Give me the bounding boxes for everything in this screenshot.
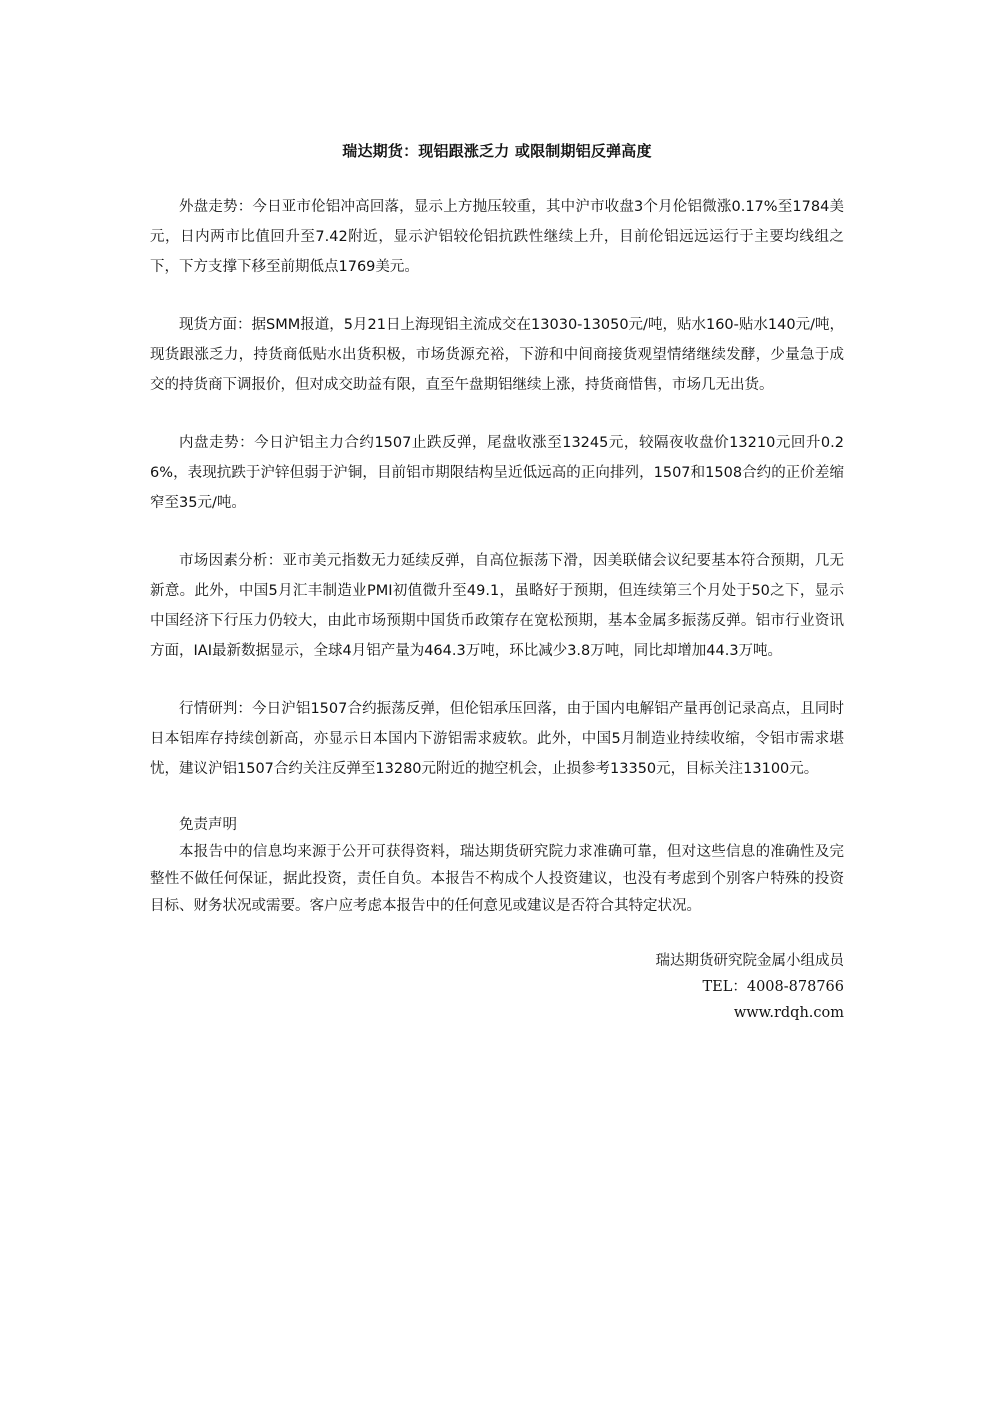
paragraph-domestic-market: 内盘走势：今日沪铝主力合约1507止跌反弹，尾盘收涨至13245元，较隔夜收盘价13210元回升0.26%，表现抗跌于沪锌但弱于沪铜，目前铝市期限结构呈近低远高的正向排列，1507和1508合约的正价差缩窄至35元/吨。 bbox=[150, 435, 844, 511]
disclaimer-body: 本报告中的信息均来源于公开可获得资料，瑞达期货研究院力求准确可靠，但对这些信息的准确性及完整性不做任何保证，据此投资，责任自负。本报告不构成个人投资建议，也没有考虑到个别客户特殊的投资目标、财务状况或需要。客户应考虑本报告中的任何意见或建议是否符合其特定状况。 bbox=[150, 844, 844, 914]
signature-website: www.rdqh.com bbox=[733, 1005, 844, 1021]
document-page bbox=[150, 140, 844, 1026]
paragraph-spot-market: 现货方面：据SMM报道，5月21日上海现铝主流成交在13030-13050元/吨，贴水160-贴水140元/吨，现货跟涨乏力，持货商低贴水出货积极，市场货源充裕，下游和中间商接货观望情绪继续发酵，少量急于成交的持货商下调报价，但对成交助益有限，直至午盘期铝继续上涨，持货商惜售，市场几无出货。 bbox=[150, 317, 844, 393]
paragraph-market-factors: 市场因素分析：亚市美元指数无力延续反弹，自高位振荡下滑，因美联储会议纪要基本符合预期，几无新意。此外，中国5月汇丰制造业PMI初值微升至49.1，虽略好于预期，但连续第三个月处于50之下，显示中国经济下行压力仍较大，由此市场预期中国货币政策存在宽松预期，基本金属多振荡反弹。铝市行业资讯方面，IAI最新数据显示，全球4月铝产量为464.3万吨，环比减少3.8万吨，同比却增加44.3万吨。 bbox=[150, 553, 844, 659]
signature-org: 瑞达期货研究院金属小组成员 bbox=[655, 953, 844, 969]
paragraph-overseas-market: 外盘走势：今日亚市伦铝冲高回落，显示上方抛压较重，其中沪市收盘3个月伦铝微涨0.17%至1784美元，日内两市比值回升至7.42附近，显示沪铝较伦铝抗跌性继续上升，目前伦铝远远运行于主要均线组之下，下方支撑下移至前期低点1769美元。 bbox=[150, 199, 844, 275]
signature-block bbox=[150, 948, 844, 1026]
disclaimer-heading: 免责声明 bbox=[179, 817, 237, 833]
document-title: 瑞达期货：现铝跟涨乏力 或限制期铝反弹高度 bbox=[342, 142, 652, 160]
signature-tel: TEL：4008-878766 bbox=[702, 979, 844, 995]
paragraph-market-outlook: 行情研判：今日沪铝1507合约振荡反弹，但伦铝承压回落，由于国内电解铝产量再创记录高点，且同时日本铝库存持续创新高，亦显示日本国内下游铝需求疲软。此外，中国5月制造业持续收缩，令铝市需求堪忧，建议沪铝1507合约关注反弹至13280元附近的抛空机会，止损参考13350元，目标关注13100元。 bbox=[150, 701, 844, 777]
